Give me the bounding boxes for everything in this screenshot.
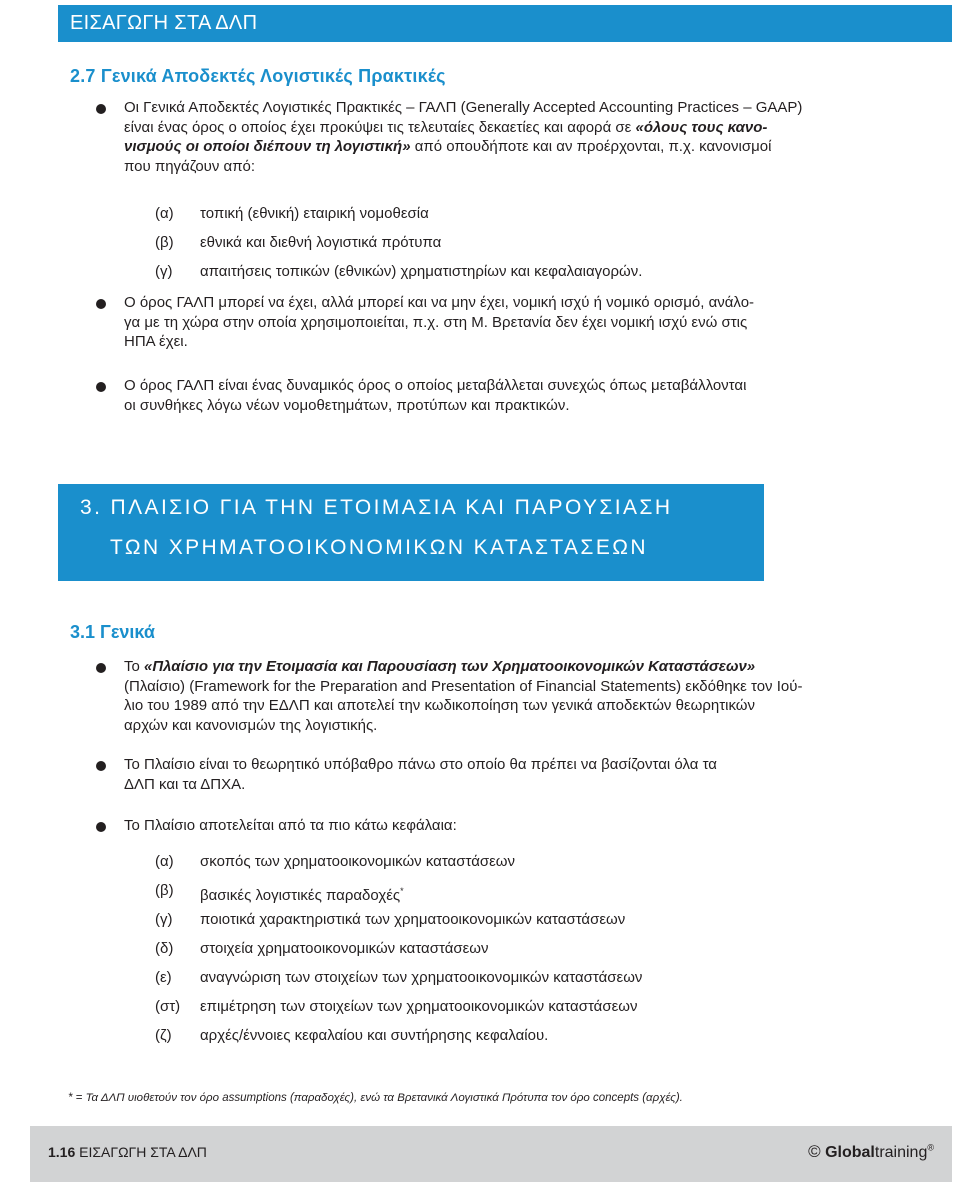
paragraph-gaap-definition	[124, 98, 872, 176]
copyright-icon: ©	[808, 1142, 821, 1161]
text-line: Οι Γενικά Αποδεκτές Λογιστικές Πρακτικές – ΓΑΛΠ (Generally Accepted Accounting Practices – GAAP)	[124, 99, 803, 116]
page-header-bar	[58, 5, 952, 42]
brand-name-rest: training	[874, 1144, 928, 1161]
bullet-dot	[96, 382, 106, 392]
list-item-letter: (γ)	[155, 911, 173, 928]
list-item-text: σκοπός των χρηματοοικονομικών καταστάσεων	[200, 853, 516, 870]
text-line: που πηγάζουν από:	[124, 157, 256, 175]
bullet-dot	[96, 299, 106, 309]
text-line: γα με τη χώρα στην οποία χρησιμοποιείται, π.χ. στη Μ. Βρετανία δεν έχει νομική ισχύ ενώ στις	[124, 313, 748, 331]
text-line: ΔΛΠ και τα ΔΠΧΑ.	[124, 775, 246, 793]
text-line	[124, 118, 872, 138]
header-title: ΕΙΣΑΓΩΓΗ ΣΤΑ ΔΛΠ	[70, 12, 258, 34]
list-item-letter: (στ)	[155, 998, 181, 1015]
page-number: 1.16	[48, 1144, 76, 1160]
footnote-marker: *	[400, 886, 404, 896]
list-item-text: επιμέτρηση των στοιχείων των χρηματοοικονομικών καταστάσεων	[200, 998, 638, 1015]
text-line: Το Πλαίσιο είναι το θεωρητικό υπόβαθρο πάνω στο οποίο θα πρέπει να βασίζονται όλα τα	[124, 756, 717, 773]
list-item-text: αρχές/έννοιες κεφαλαίου και συντήρησης κεφαλαίου.	[200, 1027, 549, 1044]
footer-brand	[808, 1142, 934, 1162]
list-item-letter: (β)	[155, 882, 174, 899]
list-item-text: τοπική (εθνική) εταιρική νομοθεσία	[200, 205, 429, 222]
text-line: Ο όρος ΓΑΛΠ είναι ένας δυναμικός όρος ο οποίος μεταβάλλεται συνεχώς όπως μεταβάλλονται	[124, 377, 747, 394]
paragraph-gaap-legal-status	[124, 293, 872, 352]
list-item-text-main: βασικές λογιστικές παραδοχές	[200, 887, 401, 904]
list-item-letter: (ε)	[155, 969, 172, 986]
list-item-letter: (α)	[155, 205, 174, 222]
registered-icon: ®	[927, 1142, 934, 1153]
section-3-title-line: 3. ΠΛΑΙΣΙΟ ΓΙΑ ΤΗΝ ΕΤΟΙΜΑΣΙΑ ΚΑΙ ΠΑΡΟΥΣΙΑΣΗ	[80, 496, 673, 519]
list-item-letter: (β)	[155, 234, 174, 251]
text-span: είναι ένας όρος ο οποίος έχει προκύψει τις τελευταίες δεκαετίες και αφορά σε	[124, 118, 636, 136]
section-2-7-heading: 2.7 Γενικά Αποδεκτές Λογιστικές Πρακτικές	[70, 66, 446, 86]
text-span: Το	[124, 658, 145, 675]
list-item-letter: (γ)	[155, 263, 173, 280]
emphasis-text: νισμούς οι οποίοι διέπουν τη λογιστική»	[124, 138, 411, 155]
list-item-text: στοιχεία χρηματοοικονομικών καταστάσεων	[200, 940, 489, 957]
list-item-text	[200, 881, 404, 906]
text-line: οι συνθήκες λόγω νέων νομοθετημάτων, προτύπων και πρακτικών.	[124, 396, 570, 414]
bullet-dot	[96, 663, 106, 673]
list-item-text: εθνικά και διεθνή λογιστικά πρότυπα	[200, 234, 442, 251]
text-line: Ο όρος ΓΑΛΠ μπορεί να έχει, αλλά μπορεί και να μην έχει, νομική ισχύ ή νομικό ορισμό, ανάλο-	[124, 294, 755, 311]
text-line: ΗΠΑ έχει.	[124, 333, 188, 350]
paragraph-gaap-dynamic	[124, 376, 872, 415]
list-item-text: απαιτήσεις τοπικών (εθνικών) χρηματιστηρίων και κεφαλαιαγορών.	[200, 263, 643, 280]
text-span: από οπουδήποτε και αν προέρχονται, π.χ. κανονισμοί	[410, 138, 772, 155]
paragraph-framework-chapters	[124, 816, 872, 836]
list-item-letter: (ζ)	[155, 1027, 172, 1044]
brand-name-bold: Global	[825, 1144, 875, 1161]
text-line: λιο του 1989 από την ΕΔΛΠ και αποτελεί την κωδικοποίηση των γενικά αποδεκτών θεωρητικών	[124, 697, 756, 714]
text-line: αρχών και κανονισμών της λογιστικής.	[124, 716, 378, 734]
paragraph-framework-basis	[124, 755, 872, 794]
footer-page-label	[48, 1144, 207, 1160]
section-3-title-line: ΤΩΝ ΧΡΗΜΑΤΟΟΙΚΟΝΟΜΙΚΩΝ ΚΑΤΑΣΤΑΣΕΩΝ	[110, 536, 648, 559]
bullet-dot	[96, 761, 106, 771]
emphasis-text: «όλους τους κανο-	[635, 118, 768, 136]
page-footer-bar	[30, 1126, 952, 1182]
text-line: (Πλαίσιο) (Framework for the Preparation and Presentation of Financial Statements) εκδόθηκε τον Ιού-	[124, 677, 803, 695]
section-3-title-box	[58, 484, 764, 581]
bullet-dot	[96, 104, 106, 114]
footnote: * = Τα ΔΛΠ υιοθετούν τον όρο assumptions (παραδοχές), ενώ τα Βρετανικά Λογιστικά Πρότυπα τον όρο concepts (αρχές).	[68, 1092, 683, 1104]
text-line: Το Πλαίσιο αποτελείται από τα πιο κάτω κεφάλαια:	[124, 817, 457, 834]
list-item-letter: (δ)	[155, 940, 174, 957]
emphasis-text: «Πλαίσιο για την Ετοιμασία και Παρουσίαση των Χρηματοοικονομικών Καταστάσεων»	[144, 658, 756, 675]
paragraph-framework-intro	[124, 657, 872, 735]
text-line	[124, 137, 872, 157]
bullet-dot	[96, 822, 106, 832]
list-item-letter: (α)	[155, 853, 174, 870]
section-3-1-heading: 3.1 Γενικά	[70, 622, 155, 642]
footer-title: ΕΙΣΑΓΩΓΗ ΣΤΑ ΔΛΠ	[79, 1144, 207, 1160]
list-item-text: αναγνώριση των στοιχείων των χρηματοοικονομικών καταστάσεων	[200, 969, 643, 986]
text-line	[124, 657, 872, 677]
list-item-text: ποιοτικά χαρακτηριστικά των χρηματοοικονομικών καταστάσεων	[200, 911, 626, 928]
